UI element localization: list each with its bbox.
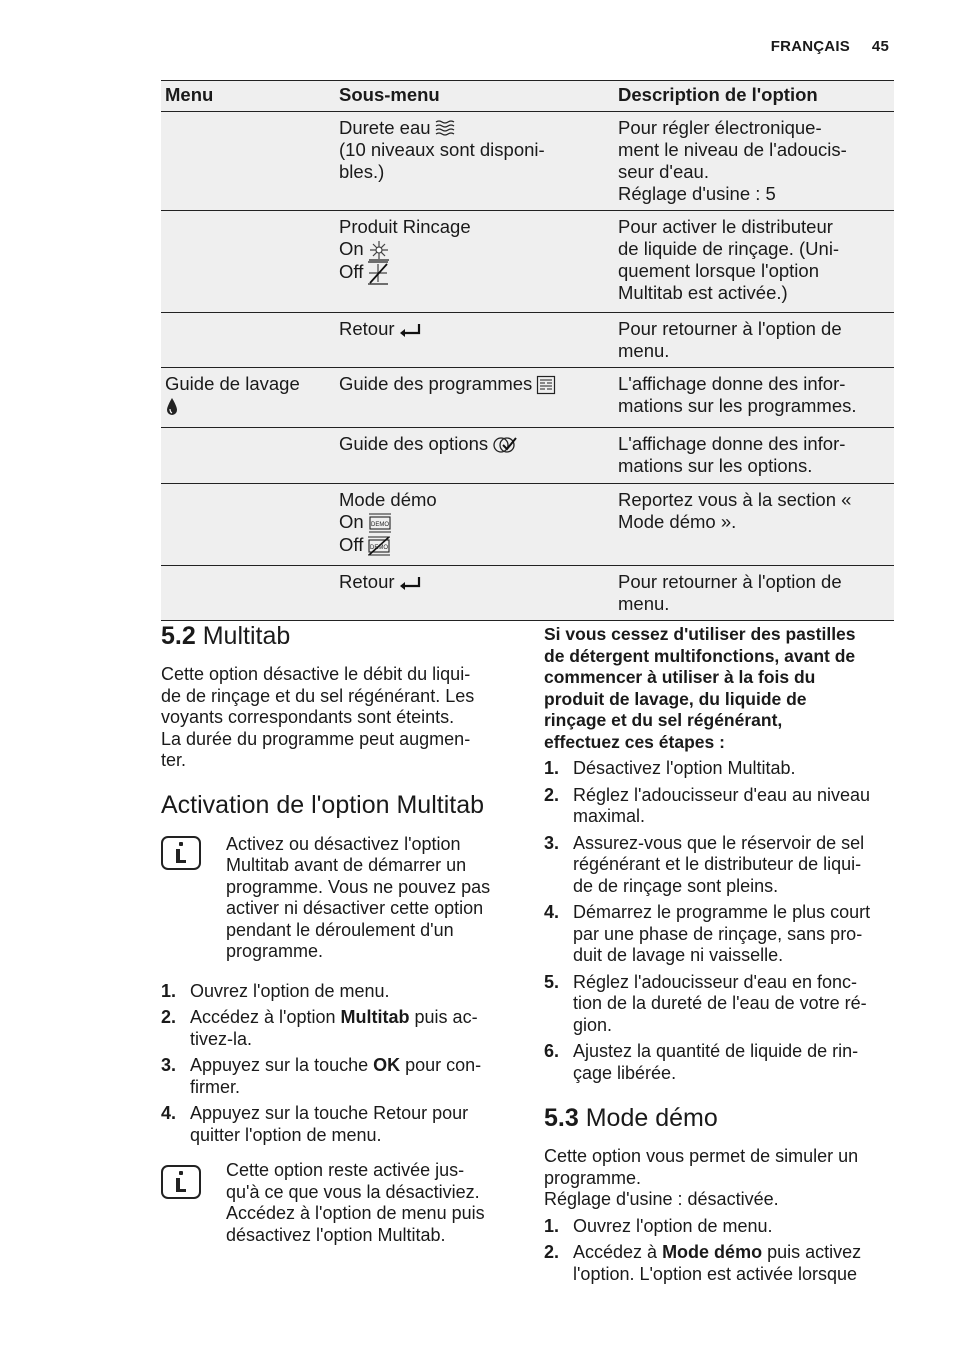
submenu-cell: Produit Rincage On Off <box>335 211 614 313</box>
subsection-title-activation: Activation de l'option Multitab <box>161 790 485 819</box>
list-item: 5. Réglez l'adoucisseur d'eau en fonc- tion de la dureté de l'eau de votre ré- gion. <box>544 971 867 1035</box>
description-cell: Reportez vous à la section « Mode démo ». <box>614 484 894 566</box>
list-item: 6. Ajustez la quantité de liquide de rin- çage libérée. <box>544 1041 859 1083</box>
menu-cell <box>161 566 335 621</box>
table-row <box>161 566 894 621</box>
column-header-submenu: Sous-menu <box>335 81 614 112</box>
left-column <box>161 620 511 1246</box>
demo-steps <box>544 1216 896 1286</box>
svg-text:DEMO: DEMO <box>370 545 389 552</box>
language-label: FRANÇAIS <box>770 38 850 55</box>
info-note: Activez ou désactivez l'option Multitab avant de démarrer un programme. Vous ne pouvez pas activer ni désactiver cette option pendant le déroulement d'un programme. <box>161 834 511 963</box>
column-header-menu: Menu <box>161 81 335 112</box>
table-row <box>161 211 894 313</box>
water-hardness-icon <box>435 120 455 138</box>
list-item: 4. Démarrez le programme le plus court par une phase de rinçage, sans pro- duit de lavage ni vaisselle. <box>544 902 871 965</box>
programme-guide-icon <box>536 375 556 395</box>
list-item: 4. Appuyez sur la touche Retour pour quitter l'option de menu. <box>161 1103 469 1145</box>
table-header-row <box>161 81 894 112</box>
rinse-aid-off-icon <box>367 261 389 285</box>
menu-cell <box>161 428 335 484</box>
multitab-steps <box>161 981 511 1147</box>
list-item: 2. Accédez à l'option Multitab puis ac- tivez-la. <box>161 1007 478 1049</box>
table-row <box>161 428 894 484</box>
menu-cell <box>161 313 335 368</box>
list-item: 1. Désactivez l'option Multitab. <box>544 758 796 778</box>
description-cell: Pour activer le distributeur de liquide de rinçage. (Uni- quement lorsque l'option Multitab est activée.) <box>614 211 894 313</box>
description-cell: Pour retourner à l'option de menu. <box>614 566 894 621</box>
description-cell: Pour régler électronique- ment le niveau de l'adoucis- seur d'eau. Réglage d'usine : 5 <box>614 112 894 211</box>
list-item: 3. Assurez-vous que le réservoir de sel régénérant et le distributeur de liqui- de de rinçage sont pleins. <box>544 832 865 896</box>
demo-off-icon <box>367 535 391 557</box>
section-title-multitab: 5.2 Multitab <box>161 622 291 650</box>
return-arrow-icon <box>399 323 421 337</box>
submenu-cell: Guide des options <box>335 428 614 484</box>
menu-cell <box>161 211 335 313</box>
options-guide-icon <box>492 436 518 454</box>
multitab-intro: Cette option désactive le débit du liqui- de de rinçage et du sel régénérant. Les voyants correspondants sont éteints. La durée du programme peut augmen- ter. <box>161 664 475 770</box>
table-row <box>161 484 894 566</box>
list-item: 3. Appuyez sur la touche OK pour con- firmer. <box>161 1055 482 1097</box>
menu-cell <box>161 112 335 211</box>
info-icon <box>161 836 201 870</box>
drop-icon <box>165 397 179 417</box>
submenu-cell: Retour <box>335 313 614 368</box>
rinse-aid-on-icon <box>368 239 390 261</box>
return-arrow-icon <box>399 576 421 590</box>
table-row <box>161 112 894 211</box>
menu-cell <box>161 484 335 566</box>
table-row <box>161 313 894 368</box>
stop-multitab-lead: Si vous cessez d'utiliser des pastilles de détergent multifonctions, avant de commencer à utiliser à la fois du produit de lavage, du liquide de rinçage et du sel régénérant, effectuez ces étapes : <box>544 624 856 752</box>
description-cell: L'affichage donne des infor- mations sur les programmes. <box>614 368 894 428</box>
list-item: 2. Accédez à Mode démo puis activez l'option. L'option est activée lorsque <box>544 1242 862 1284</box>
info-icon <box>161 1165 201 1199</box>
stop-multitab-steps <box>544 758 896 1084</box>
submenu-cell: Guide des programmes <box>335 368 614 428</box>
right-column <box>544 624 896 1290</box>
table-row <box>161 368 894 428</box>
submenu-cell: Retour <box>335 566 614 621</box>
demo-on-icon <box>368 512 392 534</box>
list-item: 1. Ouvrez l'option de menu. <box>544 1215 773 1236</box>
demo-intro: Cette option vous permet de simuler un programme. Réglage d'usine : désactivée. <box>544 1146 859 1209</box>
column-header-description: Description de l'option <box>614 81 894 112</box>
menu-cell: Guide de lavage <box>161 368 335 428</box>
submenu-cell: Durete eau (10 niveaux sont disponi- bles.) <box>335 112 614 211</box>
page-number: 45 <box>871 38 889 55</box>
submenu-cell: Mode démo On DEMO Off DEMO <box>335 484 614 566</box>
info-note: Cette option reste activée jus- qu'à ce que vous la désactiviez. Accédez à l'option de menu puis désactivez l'option Multitab. <box>161 1160 511 1246</box>
description-cell: Pour retourner à l'option de menu. <box>614 313 894 368</box>
page-header <box>771 38 889 55</box>
section-title-demo: 5.3 Mode démo <box>544 1104 718 1132</box>
description-cell: L'affichage donne des infor- mations sur les options. <box>614 428 894 484</box>
list-item: 1. Ouvrez l'option de menu. <box>161 980 390 1001</box>
menu-options-table <box>161 80 894 621</box>
svg-text:DEMO: DEMO <box>370 522 389 529</box>
list-item: 2. Réglez l'adoucisseur d'eau au niveau maximal. <box>544 784 871 826</box>
